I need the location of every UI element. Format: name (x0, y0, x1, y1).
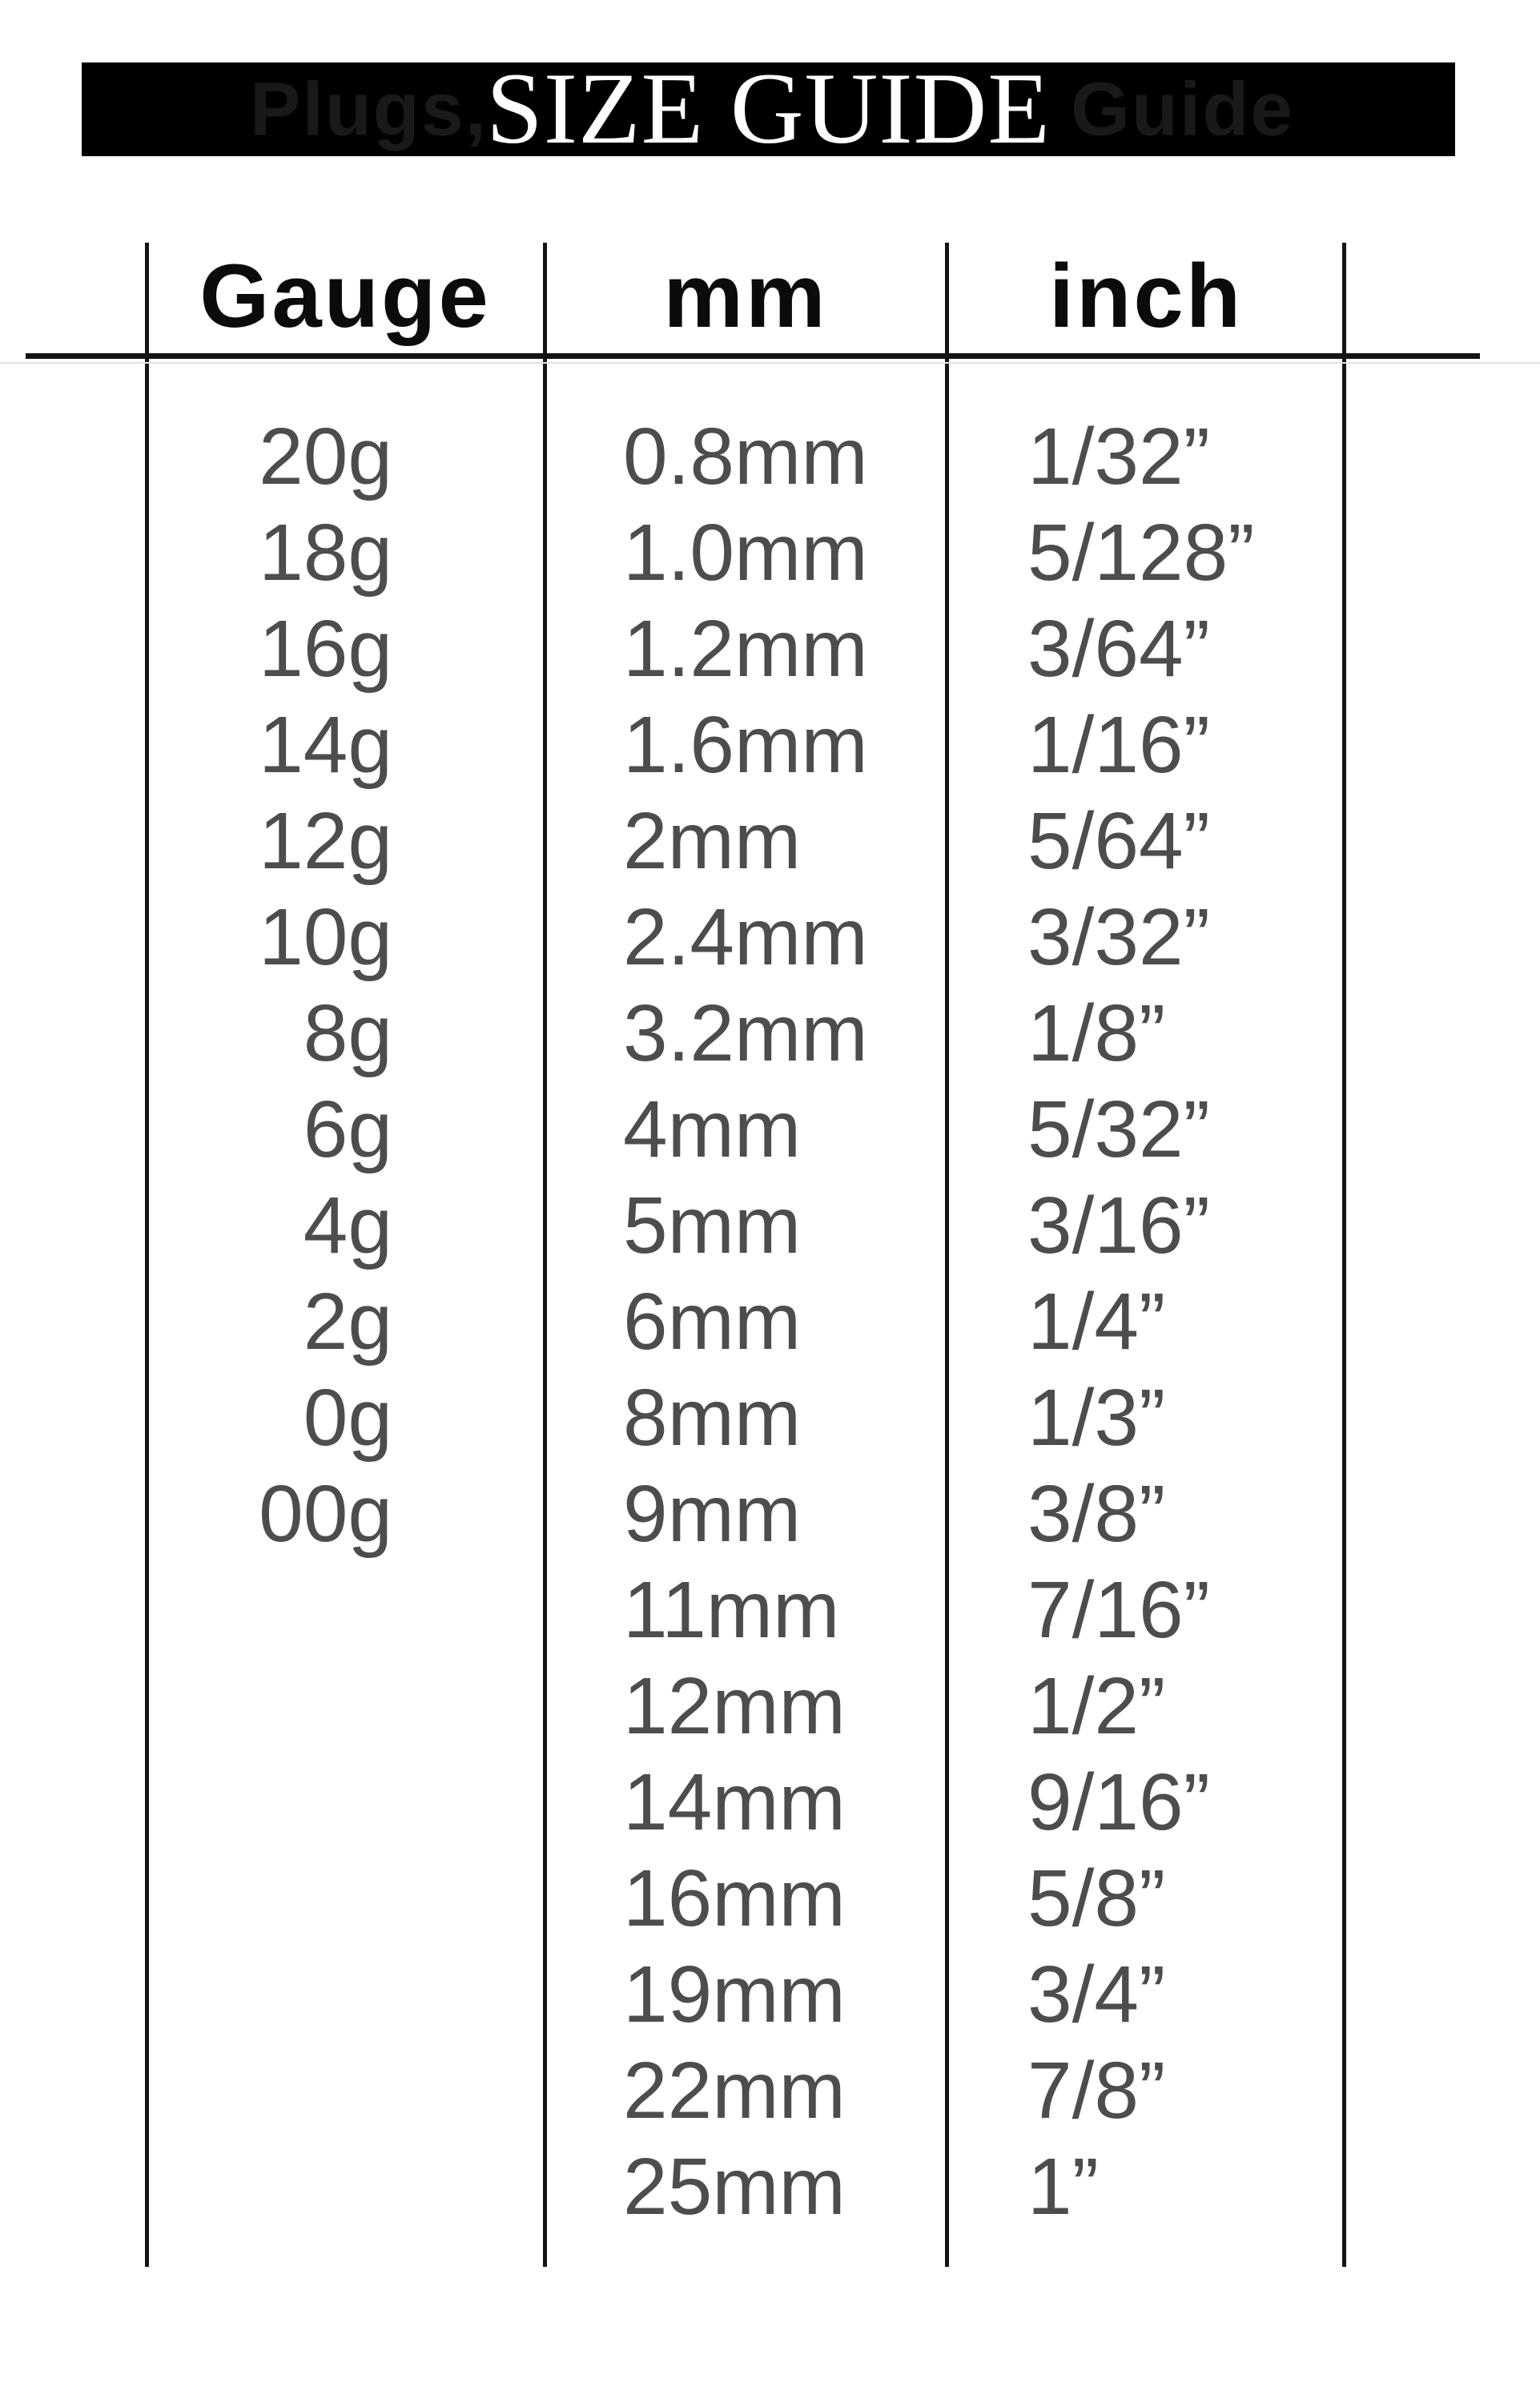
mm-cell: 22mm (623, 2046, 846, 2135)
mm-cell: 11mm (623, 1565, 840, 1655)
mm-cell: 1.2mm (623, 604, 868, 694)
table-row (0, 1562, 1540, 1658)
column-header-gauge: Gauge (199, 246, 491, 346)
gauge-cell: 12g (259, 796, 392, 886)
mm-cell: 2mm (623, 796, 802, 886)
inch-cell: 3/4” (1027, 1950, 1166, 2039)
inch-cell: 5/8” (1027, 1854, 1166, 1943)
column-header-inch: inch (1048, 246, 1244, 346)
mm-cell: 12mm (623, 1661, 846, 1751)
gauge-cell: 16g (259, 604, 392, 694)
mm-cell: 8mm (623, 1373, 802, 1463)
gauge-cell: 4g (303, 1181, 392, 1270)
mm-cell: 9mm (623, 1469, 802, 1559)
table-row (0, 2043, 1540, 2139)
mm-cell: 2.4mm (623, 892, 868, 982)
inch-cell: 1/8” (1027, 988, 1166, 1078)
table-row (0, 697, 1540, 793)
gauge-cell (147, 1658, 392, 1754)
table-row (0, 505, 1540, 601)
gauge-cell: 20g (259, 412, 392, 501)
table-row (0, 1850, 1540, 1946)
inch-cell: 7/16” (1027, 1565, 1210, 1655)
mm-cell: 3.2mm (623, 988, 868, 1078)
gauge-cell: 18g (259, 508, 392, 598)
gauge-cell: 0g (303, 1373, 392, 1463)
ghost-text-right: Guide (1071, 66, 1295, 151)
table-row (0, 1081, 1540, 1177)
gauge-cell (147, 1754, 392, 1850)
table-row (0, 889, 1540, 985)
inch-cell: 1/16” (1027, 700, 1210, 790)
inch-cell: 3/64” (1027, 604, 1210, 694)
table-row (0, 793, 1540, 889)
inch-cell: 7/8” (1027, 2046, 1166, 2135)
table-row (0, 409, 1540, 505)
mm-cell: 1.6mm (623, 700, 868, 790)
mm-cell: 16mm (623, 1854, 846, 1943)
ghost-text-left: Plugs, (250, 66, 489, 151)
inch-cell: 3/32” (1027, 892, 1210, 982)
gauge-cell: 14g (259, 700, 392, 790)
gauge-cell: 2g (303, 1277, 392, 1367)
inch-cell: 5/32” (1027, 1085, 1210, 1174)
gauge-cell (147, 1850, 392, 1946)
inch-cell: 5/128” (1027, 508, 1255, 598)
mm-cell: 14mm (623, 1757, 846, 1847)
inch-cell: 9/16” (1027, 1757, 1210, 1847)
column-header-mm: mm (663, 246, 828, 346)
inch-cell: 1” (1027, 2142, 1099, 2232)
table-rows (0, 409, 1540, 2235)
gauge-cell: 00g (259, 1469, 392, 1559)
mm-cell: 5mm (623, 1181, 802, 1270)
table-row (0, 1946, 1540, 2043)
table-row (0, 1370, 1540, 1466)
table-row (0, 1466, 1540, 1562)
gauge-cell (147, 1562, 392, 1658)
table-row (0, 1754, 1540, 1850)
gauge-cell: 8g (303, 988, 392, 1078)
gauge-cell (147, 2139, 392, 2235)
mm-cell: 19mm (623, 1950, 846, 2039)
mm-cell: 4mm (623, 1085, 802, 1174)
banner (82, 53, 1455, 165)
header-divider-shadow (0, 362, 1540, 364)
table-row (0, 1658, 1540, 1754)
mm-cell: 25mm (623, 2142, 846, 2232)
gauge-cell: 10g (259, 892, 392, 982)
mm-cell: 0.8mm (623, 412, 868, 501)
inch-cell: 3/16” (1027, 1181, 1210, 1270)
mm-cell: 6mm (623, 1277, 802, 1367)
gauge-cell (147, 2043, 392, 2139)
mm-cell: 1.0mm (623, 508, 868, 598)
inch-cell: 1/3” (1027, 1373, 1166, 1463)
banner-title: SIZE GUIDE (486, 53, 1051, 165)
table-row (0, 1274, 1540, 1370)
inch-cell: 1/2” (1027, 1661, 1166, 1751)
gauge-cell: 6g (303, 1085, 392, 1174)
table-row (0, 985, 1540, 1081)
table-row (0, 601, 1540, 697)
table-row (0, 1177, 1540, 1274)
inch-cell: 5/64” (1027, 796, 1210, 886)
gauge-cell (147, 1946, 392, 2043)
table-row (0, 2139, 1540, 2235)
inch-cell: 3/8” (1027, 1469, 1166, 1559)
inch-cell: 1/32” (1027, 412, 1210, 501)
header-divider (26, 353, 1480, 359)
inch-cell: 1/4” (1027, 1277, 1166, 1367)
